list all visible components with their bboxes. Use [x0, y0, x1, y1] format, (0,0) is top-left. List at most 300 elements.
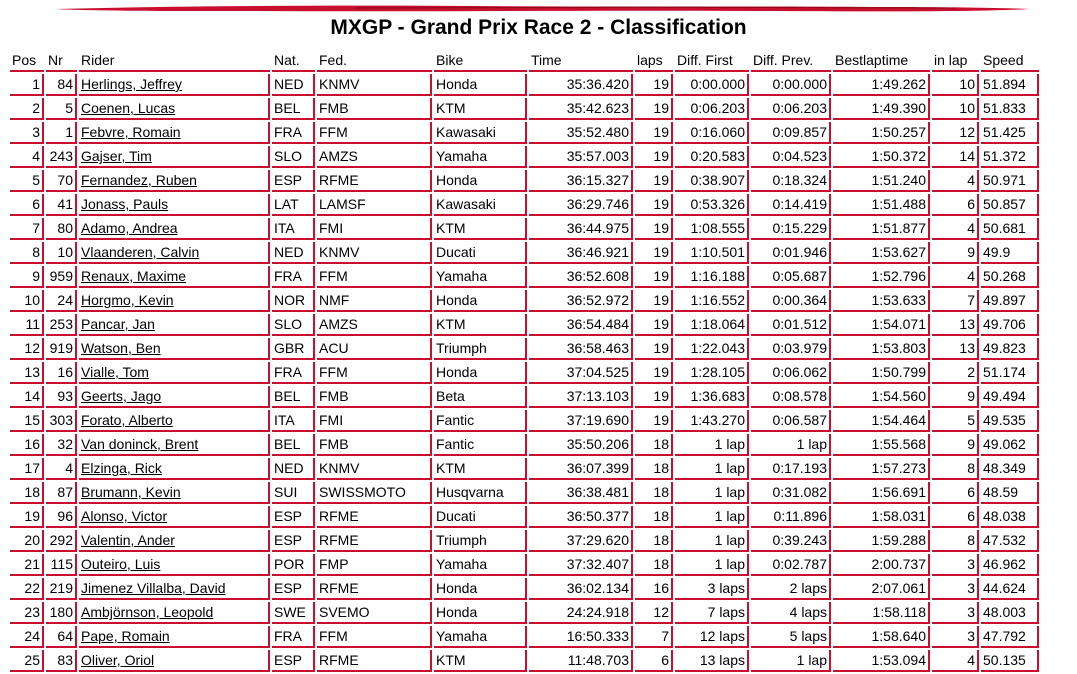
col-laps-cell: 19	[635, 218, 673, 240]
table-row	[10, 554, 1039, 576]
col-bike-cell: Triumph	[434, 530, 527, 552]
table-row	[10, 626, 1039, 648]
col-laps-cell: 18	[635, 458, 673, 480]
col-nr-cell: 243	[46, 146, 77, 168]
table-header	[10, 50, 1039, 72]
col-diff-prev-cell: 0:02.787	[751, 554, 831, 576]
col-diff-prev-cell: 0:05.687	[751, 266, 831, 288]
col-bestlaptime-cell: 1:51.877	[833, 218, 930, 240]
col-diff-first-cell: 1:28.105	[675, 362, 749, 384]
col-laps-cell: 6	[635, 650, 673, 672]
classification-table	[8, 48, 1041, 674]
col-nat-cell: NED	[272, 74, 315, 96]
col-diff-prev-cell: 0:06.062	[751, 362, 831, 384]
col-nr-cell: 219	[46, 578, 77, 600]
col-laps-cell: 18	[635, 482, 673, 504]
col-speed-cell: 50.268	[981, 266, 1039, 288]
col-pos-cell: 7	[10, 218, 44, 240]
col-bike-cell: Beta	[434, 386, 527, 408]
col-nat-cell: BEL	[272, 98, 315, 120]
col-nr-cell: 919	[46, 338, 77, 360]
col-bestlaptime-cell: 1:51.240	[833, 170, 930, 192]
col-laps-cell: 19	[635, 410, 673, 432]
col-in-lap-cell: 6	[932, 482, 979, 504]
col-laps-cell: 18	[635, 554, 673, 576]
col-pos-cell: 25	[10, 650, 44, 672]
rider-link[interactable]: Forato, Alberto	[81, 412, 173, 428]
col-diff-first-cell: 1 lap	[675, 434, 749, 456]
col-nat-cell: FRA	[272, 266, 315, 288]
col-nr-cell: 32	[46, 434, 77, 456]
col-time-cell: 36:52.972	[529, 290, 633, 312]
col-speed-cell: 49.823	[981, 338, 1039, 360]
col-bike-cell: Honda	[434, 170, 527, 192]
table-row	[10, 482, 1039, 504]
table-row	[10, 98, 1039, 120]
col-bike-cell: Honda	[434, 290, 527, 312]
col-diff-first-cell: 1:16.188	[675, 266, 749, 288]
col-rider-cell	[79, 290, 270, 312]
col-bestlaptime-cell: 1:53.627	[833, 242, 930, 264]
col-bike-cell: KTM	[434, 98, 527, 120]
col-rider-cell	[79, 362, 270, 384]
col-speed-cell: 51.894	[981, 74, 1039, 96]
col-rider-cell	[79, 506, 270, 528]
col-nat-cell: FRA	[272, 122, 315, 144]
col-bike-cell: Kawasaki	[434, 194, 527, 216]
col-nr-cell: 41	[46, 194, 77, 216]
col-fed-cell: FMP	[317, 554, 432, 576]
col-fed-cell: RFME	[317, 170, 432, 192]
col-speed-cell: 51.372	[981, 146, 1039, 168]
col-diff-prev-header: Diff. Prev.	[751, 50, 831, 72]
col-rider-cell	[79, 74, 270, 96]
col-laps-cell: 19	[635, 146, 673, 168]
table-row	[10, 338, 1039, 360]
decorative-brush-stroke	[55, 4, 1030, 13]
col-diff-prev-cell: 0:00.364	[751, 290, 831, 312]
col-fed-cell: RFME	[317, 506, 432, 528]
col-diff-prev-cell: 0:14.419	[751, 194, 831, 216]
col-diff-prev-cell: 0:18.324	[751, 170, 831, 192]
col-nat-cell: SLO	[272, 146, 315, 168]
rider-link[interactable]: Watson, Ben	[81, 340, 161, 356]
col-nat-cell: FRA	[272, 626, 315, 648]
table-row	[10, 530, 1039, 552]
col-speed-cell: 49.706	[981, 314, 1039, 336]
col-fed-cell: FMB	[317, 98, 432, 120]
col-diff-prev-cell: 1 lap	[751, 650, 831, 672]
col-time-cell: 35:52.480	[529, 122, 633, 144]
col-diff-first-header: Diff. First	[675, 50, 749, 72]
col-in-lap-cell: 8	[932, 530, 979, 552]
col-nr-cell: 96	[46, 506, 77, 528]
col-laps-cell: 12	[635, 602, 673, 624]
col-time-cell: 24:24.918	[529, 602, 633, 624]
col-speed-cell: 48.349	[981, 458, 1039, 480]
col-rider-cell	[79, 194, 270, 216]
col-bike-cell: Yamaha	[434, 554, 527, 576]
col-pos-cell: 18	[10, 482, 44, 504]
col-in-lap-cell: 4	[932, 650, 979, 672]
col-bike-cell: Honda	[434, 362, 527, 384]
col-in-lap-cell: 13	[932, 314, 979, 336]
col-bestlaptime-header: Bestlaptime	[833, 50, 930, 72]
col-nr-cell: 80	[46, 218, 77, 240]
col-bestlaptime-cell: 1:53.633	[833, 290, 930, 312]
col-time-cell: 35:42.623	[529, 98, 633, 120]
rider-link[interactable]: Herlings, Jeffrey	[81, 76, 182, 92]
col-nr-cell: 87	[46, 482, 77, 504]
col-rider-cell	[79, 122, 270, 144]
col-rider-cell	[79, 554, 270, 576]
col-rider-cell	[79, 386, 270, 408]
col-pos-cell: 11	[10, 314, 44, 336]
col-nat-cell: SWE	[272, 602, 315, 624]
col-fed-cell: RFME	[317, 578, 432, 600]
col-fed-cell: SWISSMOTO	[317, 482, 432, 504]
col-pos-cell: 24	[10, 626, 44, 648]
col-laps-cell: 7	[635, 626, 673, 648]
table-row	[10, 194, 1039, 216]
col-rider-cell	[79, 602, 270, 624]
rider-link[interactable]: Febvre, Romain	[81, 124, 181, 140]
col-speed-cell: 49.897	[981, 290, 1039, 312]
col-laps-cell: 19	[635, 338, 673, 360]
col-in-lap-cell: 14	[932, 146, 979, 168]
col-rider-cell	[79, 98, 270, 120]
col-speed-cell: 48.003	[981, 602, 1039, 624]
rider-link[interactable]: Gajser, Tim	[81, 148, 152, 164]
col-time-cell: 36:07.399	[529, 458, 633, 480]
col-bike-cell: Ducati	[434, 242, 527, 264]
col-fed-cell: RFME	[317, 530, 432, 552]
col-time-cell: 37:29.620	[529, 530, 633, 552]
col-speed-cell: 44.624	[981, 578, 1039, 600]
col-in-lap-cell: 10	[932, 74, 979, 96]
col-diff-first-cell: 0:53.326	[675, 194, 749, 216]
col-laps-cell: 19	[635, 386, 673, 408]
col-rider-cell	[79, 146, 270, 168]
col-time-cell: 35:50.206	[529, 434, 633, 456]
rider-link[interactable]: Geerts, Jago	[81, 388, 162, 404]
col-time-cell: 37:04.525	[529, 362, 633, 384]
col-in-lap-cell: 12	[932, 122, 979, 144]
col-rider-cell	[79, 650, 270, 672]
col-laps-cell: 19	[635, 290, 673, 312]
col-laps-cell: 19	[635, 314, 673, 336]
col-speed-cell: 49.9	[981, 242, 1039, 264]
col-bestlaptime-cell: 1:55.568	[833, 434, 930, 456]
col-pos-cell: 1	[10, 74, 44, 96]
col-nat-cell: ESP	[272, 170, 315, 192]
col-nat-cell: LAT	[272, 194, 315, 216]
col-rider-cell	[79, 578, 270, 600]
col-time-cell: 11:48.703	[529, 650, 633, 672]
col-bike-cell: Yamaha	[434, 146, 527, 168]
col-fed-cell: FMI	[317, 218, 432, 240]
col-fed-cell: FMI	[317, 410, 432, 432]
col-speed-cell: 51.425	[981, 122, 1039, 144]
col-speed-cell: 47.792	[981, 626, 1039, 648]
col-time-cell: 35:36.420	[529, 74, 633, 96]
col-speed-cell: 46.962	[981, 554, 1039, 576]
col-in-lap-cell: 6	[932, 194, 979, 216]
col-in-lap-cell: 4	[932, 170, 979, 192]
col-nat-cell: BEL	[272, 386, 315, 408]
col-diff-first-cell: 0:00.000	[675, 74, 749, 96]
col-pos-cell: 19	[10, 506, 44, 528]
col-laps-cell: 16	[635, 578, 673, 600]
table-row	[10, 266, 1039, 288]
col-time-cell: 36:52.608	[529, 266, 633, 288]
col-fed-cell: KNMV	[317, 74, 432, 96]
col-diff-prev-cell: 0:11.896	[751, 506, 831, 528]
col-diff-prev-cell: 2 laps	[751, 578, 831, 600]
col-pos-cell: 17	[10, 458, 44, 480]
col-bestlaptime-cell: 1:56.691	[833, 482, 930, 504]
col-diff-first-cell: 1:10.501	[675, 242, 749, 264]
col-bike-cell: KTM	[434, 458, 527, 480]
col-in-lap-cell: 13	[932, 338, 979, 360]
col-nr-cell: 253	[46, 314, 77, 336]
table-row	[10, 218, 1039, 240]
col-in-lap-cell: 7	[932, 290, 979, 312]
rider-link[interactable]: Vialle, Tom	[81, 364, 149, 380]
col-diff-prev-cell: 5 laps	[751, 626, 831, 648]
col-nr-cell: 84	[46, 74, 77, 96]
col-fed-cell: ACU	[317, 338, 432, 360]
col-pos-cell: 22	[10, 578, 44, 600]
col-diff-first-cell: 1 lap	[675, 530, 749, 552]
col-time-cell: 16:50.333	[529, 626, 633, 648]
rider-link[interactable]: Ambjörnson, Leopold	[81, 604, 214, 620]
table-row	[10, 434, 1039, 456]
rider-link[interactable]: Pape, Romain	[81, 628, 170, 644]
col-speed-header: Speed	[981, 50, 1039, 72]
col-nr-cell: 959	[46, 266, 77, 288]
col-pos-cell: 15	[10, 410, 44, 432]
col-bike-cell: Triumph	[434, 338, 527, 360]
col-nr-cell: 83	[46, 650, 77, 672]
col-bike-cell: Yamaha	[434, 626, 527, 648]
rider-link[interactable]: Adamo, Andrea	[81, 220, 178, 236]
col-in-lap-cell: 4	[932, 266, 979, 288]
col-time-cell: 37:13.103	[529, 386, 633, 408]
col-rider-header: Rider	[79, 50, 270, 72]
col-pos-cell: 9	[10, 266, 44, 288]
col-speed-cell: 49.494	[981, 386, 1039, 408]
col-pos-cell: 4	[10, 146, 44, 168]
col-pos-cell: 3	[10, 122, 44, 144]
col-nr-cell: 115	[46, 554, 77, 576]
col-diff-first-cell: 1 lap	[675, 506, 749, 528]
col-nr-cell: 16	[46, 362, 77, 384]
col-diff-prev-cell: 0:06.587	[751, 410, 831, 432]
col-bestlaptime-cell: 1:50.372	[833, 146, 930, 168]
col-in-lap-cell: 3	[932, 602, 979, 624]
col-bike-cell: Fantic	[434, 410, 527, 432]
col-in-lap-cell: 9	[932, 386, 979, 408]
col-nat-cell: FRA	[272, 362, 315, 384]
col-nr-cell: 303	[46, 410, 77, 432]
table-row	[10, 146, 1039, 168]
col-fed-cell: NMF	[317, 290, 432, 312]
col-time-header: Time	[529, 50, 633, 72]
rider-link[interactable]: Jimenez Villalba, David	[81, 580, 226, 596]
col-diff-first-cell: 13 laps	[675, 650, 749, 672]
rider-link[interactable]: Oliver, Oriol	[81, 652, 155, 668]
table-row	[10, 386, 1039, 408]
col-nr-cell: 292	[46, 530, 77, 552]
col-bestlaptime-cell: 1:50.799	[833, 362, 930, 384]
col-nr-cell: 24	[46, 290, 77, 312]
col-nat-cell: BEL	[272, 434, 315, 456]
col-nat-cell: ESP	[272, 650, 315, 672]
col-speed-cell: 49.535	[981, 410, 1039, 432]
col-time-cell: 37:32.407	[529, 554, 633, 576]
rider-link[interactable]: Outeiro, Luis	[81, 556, 161, 572]
col-pos-cell: 12	[10, 338, 44, 360]
col-bestlaptime-cell: 1:58.118	[833, 602, 930, 624]
col-diff-first-cell: 12 laps	[675, 626, 749, 648]
col-rider-cell	[79, 482, 270, 504]
rider-link[interactable]: Vlaanderen, Calvin	[81, 244, 200, 260]
col-nr-cell: 4	[46, 458, 77, 480]
col-bike-cell: Fantic	[434, 434, 527, 456]
col-in-lap-cell: 2	[932, 362, 979, 384]
col-time-cell: 36:54.484	[529, 314, 633, 336]
col-bestlaptime-cell: 1:49.262	[833, 74, 930, 96]
col-diff-prev-cell: 0:15.229	[751, 218, 831, 240]
col-nat-cell: ITA	[272, 218, 315, 240]
col-bestlaptime-cell: 1:53.094	[833, 650, 930, 672]
col-diff-first-cell: 1:43.270	[675, 410, 749, 432]
col-fed-cell: RFME	[317, 650, 432, 672]
col-bestlaptime-cell: 1:54.560	[833, 386, 930, 408]
col-diff-prev-cell: 4 laps	[751, 602, 831, 624]
col-diff-first-cell: 0:38.907	[675, 170, 749, 192]
table-row	[10, 314, 1039, 336]
col-pos-cell: 13	[10, 362, 44, 384]
col-time-cell: 36:29.746	[529, 194, 633, 216]
col-nr-cell: 10	[46, 242, 77, 264]
col-bestlaptime-cell: 2:00.737	[833, 554, 930, 576]
col-pos-cell: 16	[10, 434, 44, 456]
col-diff-prev-cell: 0:39.243	[751, 530, 831, 552]
col-nat-cell: NED	[272, 458, 315, 480]
col-time-cell: 36:02.134	[529, 578, 633, 600]
table-row	[10, 602, 1039, 624]
col-rider-cell	[79, 338, 270, 360]
col-bike-cell: Yamaha	[434, 266, 527, 288]
col-nr-header: Nr	[46, 50, 77, 72]
col-diff-prev-cell: 0:06.203	[751, 98, 831, 120]
col-laps-cell: 19	[635, 242, 673, 264]
col-nat-cell: SLO	[272, 314, 315, 336]
rider-link[interactable]: Fernandez, Ruben	[81, 172, 197, 188]
col-diff-first-cell: 0:06.203	[675, 98, 749, 120]
rider-link[interactable]: Renaux, Maxime	[81, 268, 187, 284]
col-fed-header: Fed.	[317, 50, 432, 72]
col-speed-cell: 51.174	[981, 362, 1039, 384]
col-nr-cell: 70	[46, 170, 77, 192]
rider-link[interactable]: Valentin, Ander	[81, 532, 175, 548]
col-diff-first-cell: 1:16.552	[675, 290, 749, 312]
col-speed-cell: 49.062	[981, 434, 1039, 456]
col-nr-cell: 64	[46, 626, 77, 648]
col-rider-cell	[79, 410, 270, 432]
rider-link[interactable]: Elzinga, Rick	[81, 460, 162, 476]
col-diff-first-cell: 1 lap	[675, 482, 749, 504]
rider-link[interactable]: Pancar, Jan	[81, 316, 155, 332]
col-bestlaptime-cell: 1:54.464	[833, 410, 930, 432]
col-rider-cell	[79, 314, 270, 336]
col-nr-cell: 1	[46, 122, 77, 144]
col-bestlaptime-cell: 1:54.071	[833, 314, 930, 336]
col-time-cell: 35:57.003	[529, 146, 633, 168]
col-nat-cell: GBR	[272, 338, 315, 360]
col-diff-prev-cell: 0:00.000	[751, 74, 831, 96]
col-fed-cell: FFM	[317, 266, 432, 288]
col-pos-cell: 2	[10, 98, 44, 120]
rider-link[interactable]: Jonass, Pauls	[81, 196, 169, 212]
col-laps-header: laps	[635, 50, 673, 72]
col-nat-cell: SUI	[272, 482, 315, 504]
col-diff-prev-cell: 0:09.857	[751, 122, 831, 144]
col-bike-cell: Ducati	[434, 506, 527, 528]
table-row	[10, 122, 1039, 144]
col-nr-cell: 5	[46, 98, 77, 120]
rider-link[interactable]: Horgmo, Kevin	[81, 292, 174, 308]
table-row	[10, 74, 1039, 96]
col-bestlaptime-cell: 1:52.796	[833, 266, 930, 288]
col-speed-cell: 50.681	[981, 218, 1039, 240]
col-in-lap-cell: 6	[932, 506, 979, 528]
col-nat-cell: ESP	[272, 578, 315, 600]
col-rider-cell	[79, 626, 270, 648]
col-pos-header: Pos	[10, 50, 44, 72]
col-time-cell: 36:15.327	[529, 170, 633, 192]
col-bike-cell: KTM	[434, 650, 527, 672]
table-row	[10, 506, 1039, 528]
col-bestlaptime-cell: 1:51.488	[833, 194, 930, 216]
col-diff-first-cell: 1 lap	[675, 458, 749, 480]
col-bike-cell: KTM	[434, 218, 527, 240]
col-bike-cell: Husqvarna	[434, 482, 527, 504]
rider-link[interactable]: Brumann, Kevin	[81, 484, 181, 500]
col-nat-cell: NOR	[272, 290, 315, 312]
col-in-lap-cell: 9	[932, 434, 979, 456]
col-bestlaptime-cell: 1:53.803	[833, 338, 930, 360]
table-row	[10, 410, 1039, 432]
rider-link[interactable]: Van doninck, Brent	[81, 436, 199, 452]
page-title: MXGP - Grand Prix Race 2 - Classification	[330, 16, 747, 39]
col-fed-cell: KNMV	[317, 242, 432, 264]
col-rider-cell	[79, 242, 270, 264]
col-laps-cell: 19	[635, 362, 673, 384]
col-in-lap-cell: 9	[932, 242, 979, 264]
rider-link[interactable]: Alonso, Victor	[81, 508, 168, 524]
rider-link[interactable]: Coenen, Lucas	[81, 100, 176, 116]
col-time-cell: 36:44.975	[529, 218, 633, 240]
col-nat-header: Nat.	[272, 50, 315, 72]
col-diff-prev-cell: 0:08.578	[751, 386, 831, 408]
col-nat-cell: ITA	[272, 410, 315, 432]
table-row	[10, 362, 1039, 384]
col-time-cell: 36:38.481	[529, 482, 633, 504]
col-rider-cell	[79, 218, 270, 240]
